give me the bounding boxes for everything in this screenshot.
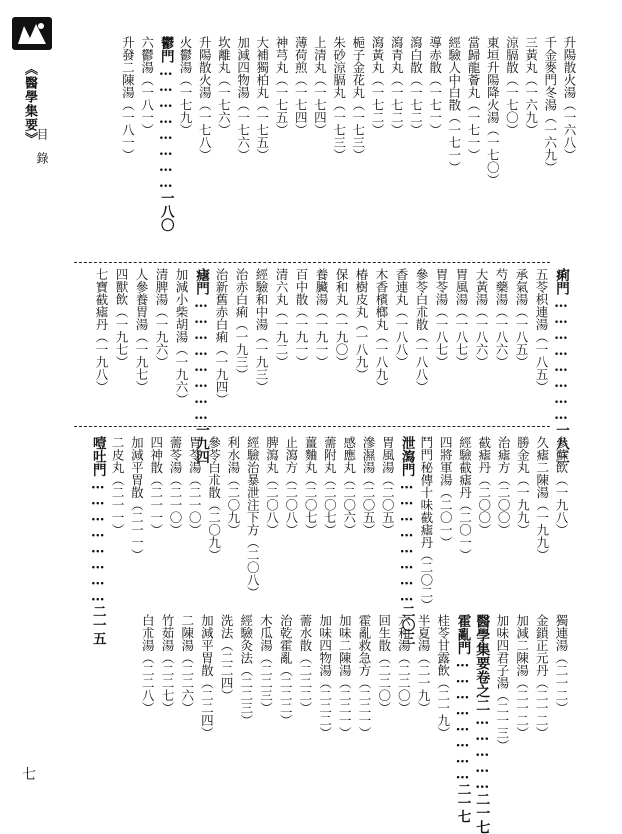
toc-entry: 瀉白散（一七二） bbox=[408, 36, 424, 136]
toc-entry: 參苓白朮散（一八八） bbox=[414, 268, 429, 393]
section-heading: 醫學集要卷之二……………二一七 bbox=[474, 614, 491, 834]
section-heading: 泄瀉門……………………二〇三 bbox=[398, 436, 415, 645]
toc-entry: 四將軍湯（二〇一） bbox=[438, 436, 454, 549]
toc-entry: 胃苓湯（二一〇） bbox=[187, 436, 203, 536]
section-heading: 霍亂門……………………二一七 bbox=[454, 614, 471, 823]
toc-entry: 勝金丸（一九九） bbox=[515, 436, 531, 536]
toc-entry: 獨連湯（二一二） bbox=[554, 614, 569, 714]
toc-entry: 止瀉方（二〇八） bbox=[283, 436, 299, 536]
toc-entry: 火鬱湯（一七九） bbox=[178, 36, 193, 136]
toc-entry: 桂苓甘露飲（二一九） bbox=[435, 614, 451, 739]
toc-entry: 截瘧丹（二〇〇） bbox=[476, 436, 492, 536]
toc-entry: 導赤散（一七一） bbox=[427, 36, 443, 136]
toc-entry: 加減平胃散（二一一） bbox=[129, 436, 145, 561]
toc-entry: 朱砂涼膈丸（一七三） bbox=[331, 36, 347, 161]
toc-entry: 鬥門秘傳十味截瘧丹（二〇二） bbox=[418, 436, 434, 611]
section-heading: 瘧門……………………一九四 bbox=[193, 268, 209, 464]
toc-entry: 治乾霍亂（二二二） bbox=[278, 614, 294, 727]
toc-entry: 加減四物湯（一七六） bbox=[235, 36, 251, 161]
toc-entry: 經驗灸法（二二三） bbox=[238, 614, 254, 727]
page-number: 七 bbox=[22, 767, 36, 783]
book-title: 《醫學集要》 bbox=[22, 62, 37, 146]
section-heading: 噎吐門……………………二一五 bbox=[89, 436, 106, 645]
toc-entry: 二陳湯（二二六） bbox=[179, 614, 195, 714]
toc-entry: 木瓜湯（二二三） bbox=[258, 614, 274, 714]
section-divider-bottom bbox=[74, 426, 550, 427]
toc-entry: 二皮丸（二一一） bbox=[110, 436, 126, 536]
toc-entry: 加味二陳湯（二二一） bbox=[337, 614, 353, 739]
toc-entry: 四神散（二一一） bbox=[148, 436, 164, 536]
toc-entry: 神芎丸（一七五） bbox=[274, 36, 289, 136]
toc-entry: 治新舊赤白痢（一九四） bbox=[214, 268, 229, 406]
toc-entry: 加減平胃散（二二四） bbox=[199, 614, 215, 739]
toc-entry: 保和丸（一九〇） bbox=[334, 268, 349, 368]
toc-entry: 金鎖正元丹（二一二） bbox=[534, 614, 550, 739]
toc-entry: 回生散（二二〇） bbox=[376, 614, 392, 714]
toc-entry: 瀉黃丸（一七二） bbox=[370, 36, 385, 136]
toc-entry: 薷附丸（二〇七） bbox=[322, 436, 338, 536]
toc-entry: 大黃湯（一八六） bbox=[474, 268, 489, 368]
toc-entry: 六和湯（二二〇） bbox=[396, 614, 412, 714]
toc-entry: 久瘧二陳湯（一九九） bbox=[534, 436, 550, 561]
toc-entry: 滲濕湯（二〇五） bbox=[361, 436, 376, 536]
section-heading: 鬱門……………………一八〇 bbox=[157, 36, 174, 232]
toc-entry: 胃苓湯（一八七） bbox=[434, 268, 449, 368]
toc-entry: 大補獨柏丸（一七五） bbox=[254, 36, 270, 161]
toc-entry: 七寶截瘧丹（一九八） bbox=[94, 268, 109, 393]
toc-entry: 養臟湯（一九一） bbox=[314, 268, 329, 368]
toc-entry: 利水湯（二〇九） bbox=[225, 436, 241, 536]
section-heading: 痢門……………………一八三 bbox=[553, 268, 569, 464]
toc-entry: 千金麥門冬湯（一六九） bbox=[542, 36, 558, 174]
publisher-logo-icon bbox=[10, 14, 54, 54]
toc-entry: 梔子金花丸（一七三） bbox=[350, 36, 366, 161]
toc-entry: 瀉青丸（一七二） bbox=[389, 36, 405, 136]
toc-entry: 霍亂救急方（二二一） bbox=[357, 614, 372, 739]
toc-entry: 六鬱湯（一八一） bbox=[139, 36, 155, 136]
toc-entry: 升陽散火湯（一六八） bbox=[562, 36, 577, 161]
toc-entry: 坎離丸（一七六） bbox=[216, 36, 232, 136]
toc-entry: 白朮湯（二二八） bbox=[140, 614, 156, 714]
toc-entry: 加減二陳湯（二一二） bbox=[514, 614, 530, 739]
toc-entry: 參蘇飲（一九八） bbox=[554, 436, 569, 536]
toc-entry: 經驗人中白散（一七一） bbox=[446, 36, 462, 174]
toc-entry: 半夏湯（二一九） bbox=[416, 614, 432, 714]
toc-entry: 加味四君子湯（二一三） bbox=[494, 614, 510, 752]
toc-entry: 椿樹皮丸（一八九） bbox=[354, 268, 369, 381]
toc-entry: 上清丸（一七四） bbox=[312, 36, 328, 136]
toc-entry: 涼膈散（一七〇） bbox=[504, 36, 520, 136]
toc-entry: 東垣升陽降火湯（一七〇） bbox=[485, 36, 501, 186]
toc-entry: 加減小柴胡湯（一九六） bbox=[174, 268, 189, 406]
toc-entry: 承氣湯（一八五） bbox=[514, 268, 529, 368]
toc-entry: 洗法（二二四） bbox=[219, 614, 235, 702]
toc-entry: 治赤白痢（一九三） bbox=[234, 268, 249, 381]
toc-entry: 清六丸（一九二） bbox=[274, 268, 289, 368]
toc-entry: 人參養胃湯（一九七） bbox=[134, 268, 149, 393]
toc-entry: 五苓枳連湯（一八五） bbox=[534, 268, 549, 393]
toc-entry: 當歸龍薈丸（一七一） bbox=[466, 36, 481, 161]
toc-entry: 經驗和中湯（一九三） bbox=[254, 268, 269, 393]
toc-entry: 脾瀉丸（二〇八） bbox=[264, 436, 280, 536]
toc-entry: 感應丸（二〇六） bbox=[341, 436, 357, 536]
toc-entry: 薷水散（二二二） bbox=[297, 614, 313, 714]
toc-entry: 升發二陳湯（一八一） bbox=[120, 36, 136, 161]
toc-entry: 四獸飲（一九七） bbox=[114, 268, 129, 368]
toc-entry: 加味四物湯（二二二） bbox=[317, 614, 333, 739]
toc-entry: 經驗截瘧丹（二〇一） bbox=[457, 436, 473, 561]
toc-entry: 薄荷煎（一七四） bbox=[293, 36, 309, 136]
toc-entry: 木香檳榔丸（一八九） bbox=[374, 268, 389, 393]
toc-entry: 竹茹湯（二二七） bbox=[160, 614, 175, 714]
toc-entry: 經驗治暴泄注下方（二〇八） bbox=[245, 436, 261, 599]
toc-entry: 升陽散火湯（一七八） bbox=[197, 36, 213, 161]
toc-entry: 三黃丸（一六九） bbox=[523, 36, 539, 136]
toc-entry: 薷苓湯（二一〇） bbox=[168, 436, 183, 536]
toc-entry: 治瘧方（二〇〇） bbox=[496, 436, 512, 536]
toc-entry: 胃風湯（二〇五） bbox=[380, 436, 396, 536]
toc-entry: 清脾湯（一九六） bbox=[154, 268, 169, 368]
toc-entry: 百中散（一九一） bbox=[294, 268, 309, 368]
toc-entry: 胃風湯（一八七） bbox=[454, 268, 469, 368]
toc-entry: 參苓白朮散（二〇九） bbox=[206, 436, 222, 561]
toc-entry: 芍藥湯（一八六） bbox=[494, 268, 509, 368]
toc-entry: 香連丸（一八八） bbox=[394, 268, 409, 368]
toc-entry: 薑麯丸（二〇七） bbox=[303, 436, 319, 536]
toc-label: 目錄 bbox=[35, 128, 49, 176]
section-divider-top bbox=[74, 262, 550, 263]
